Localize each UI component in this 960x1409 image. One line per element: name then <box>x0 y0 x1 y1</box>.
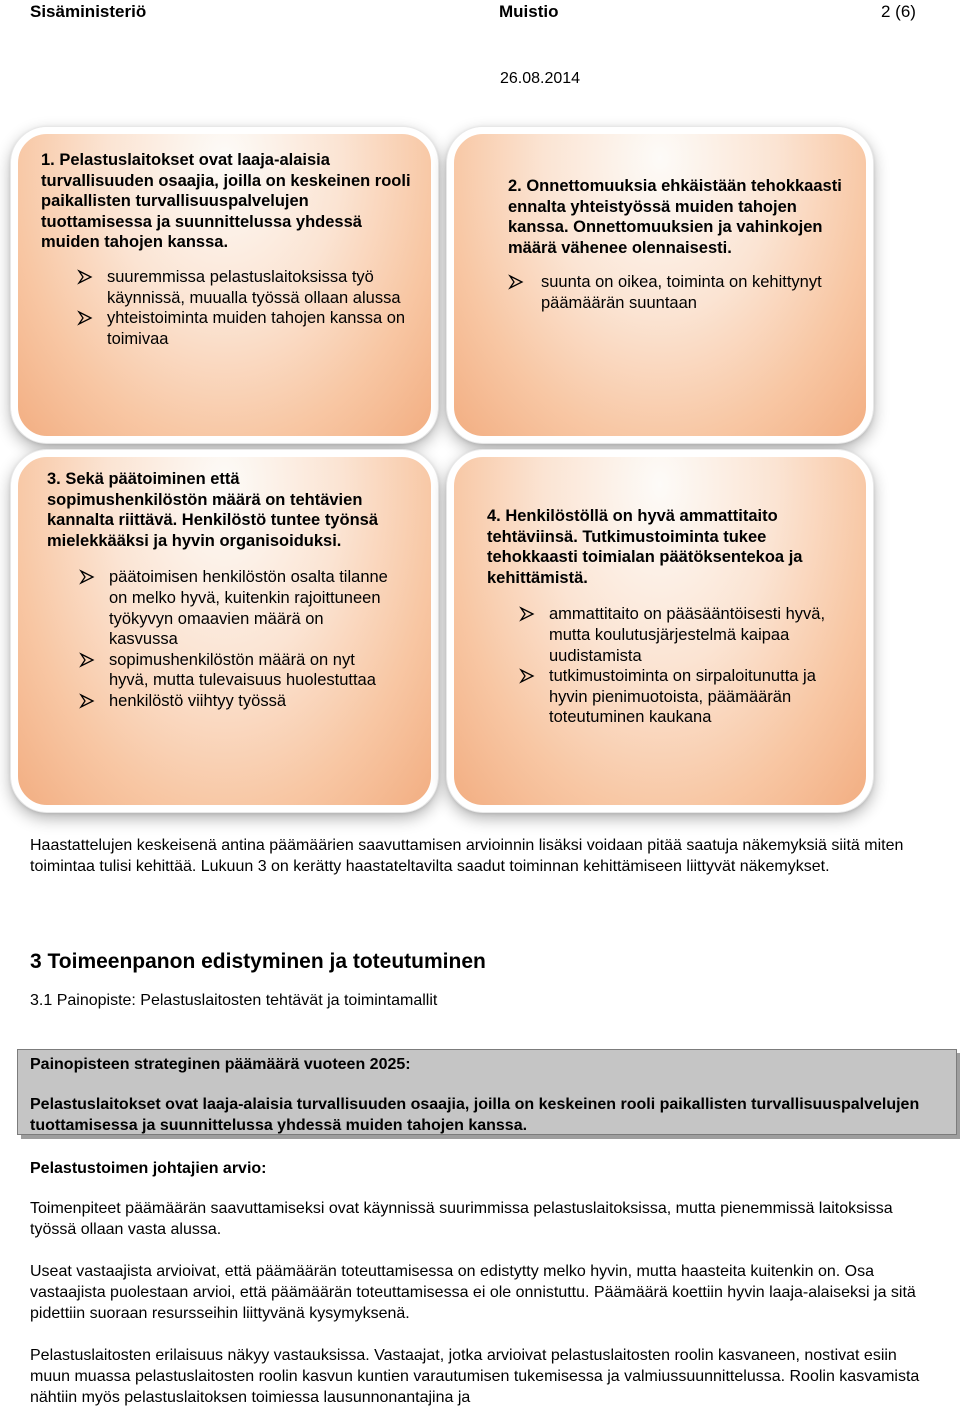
header-page-number: 2 (6) <box>881 2 916 21</box>
paragraph-2: Useat vastaajista arvioivat, että päämäärän toteuttamisessa on edistytty melko hyvin, mutta haasteita kuitenkin on. Osa vastaajista puolestaan arvioi, että päämäärän toteuttamisessa ei ole onnistuttu. Päämäärä koettiin hyvin laaja-alaiseksi ja sitä pidettiin suoraan resursseihin liittyvänä kysymyksenä. <box>30 1263 916 1322</box>
card-4-title: 4. Henkilöstöllä on hyvä ammattitaito tehtäviinsä. Tutkimustoiminta tukee tehokkaasti toimialan päätöksentekoa ja kehittämistä. <box>487 507 803 587</box>
subsection-heading: 3.1 Painopiste: Pelastuslaitosten tehtävät ja toimintamallit <box>30 992 438 1009</box>
list-item <box>77 267 421 308</box>
arrowhead-bullet-icon <box>79 569 95 585</box>
bullet-text: sopimushenkilöstön määrä on nyt hyvä, mutta tulevaisuus huolestuttaa <box>109 650 376 690</box>
arrowhead-bullet-icon <box>77 310 93 326</box>
card-4-content <box>487 506 842 728</box>
card-2-title: 2. Onnettomuuksia ehkäistään tehokkaasti ennalta yhteistyössä muiden tahojen kanssa. Onnettomuuksien ja vahinkojen määrä vähenee olennaisesti. <box>508 177 842 257</box>
bullet-text: henkilöstö viihtyy työssä <box>109 691 286 710</box>
bullet-text: yhteistoiminta muiden tahojen kanssa on toimivaa <box>107 309 406 348</box>
paragraph-1: Toimenpiteet päämäärän saavuttamiseksi ovat käynnissä suurimmissa pelastuslaitoksissa, mutta pienemmissä laitoksissa työssä ollaan vasta alussa. <box>30 1200 893 1238</box>
assessment-label: Pelastustoimen johtajien arvio: <box>30 1160 267 1177</box>
intro-paragraph: Haastattelujen keskeisenä antina päämäärien saavuttamisen arvioinnin lisäksi voidaan pitää saatuja näkemyksiä siitä miten toimintaa tulisi kehittää. Lukuun 3 on kerätty haastateltavilta saadut toiminnan kehittämiseen liittyvät näkemykset. <box>30 837 904 875</box>
section-heading: 3 Toimeenpanon edistyminen ja toteutuminen <box>30 950 486 973</box>
card-3-bullets <box>79 567 392 711</box>
card-1-bullets <box>77 267 421 349</box>
arrowhead-bullet-icon <box>77 269 93 285</box>
goal-box-label: Painopisteen strateginen päämäärä vuoteen 2025: <box>30 1056 411 1073</box>
bullet-text: ammattitaito on pääsääntöisesti hyvä, mutta koulutusjärjestelmä kaipaa uudistamista <box>549 605 826 665</box>
card-3-title: 3. Sekä päätoiminen että sopimushenkilöstön määrä on tehtävien kannalta riittävä. Henkilöstö tuntee työnsä mielekkääksi ja hyvin organisoiduksi. <box>47 470 378 550</box>
card-2-content <box>508 176 853 314</box>
card-3-content <box>47 469 392 712</box>
list-item <box>519 604 842 666</box>
bullet-text: suunta on oikea, toiminta on kehittynyt päämäärän suuntaan <box>541 273 822 312</box>
arrowhead-bullet-icon <box>508 274 524 290</box>
list-item <box>79 691 392 712</box>
bullet-text: päätoimisen henkilöstön osalta tilanne on melko hyvä, kuitenkin rajoittuneen työkyvyn omaavien määrä on kasvussa <box>109 568 388 649</box>
list-item <box>519 666 842 728</box>
bullet-text: suuremmissa pelastuslaitoksissa työ käynnissä, muualla työssä ollaan alussa <box>107 267 401 307</box>
paragraph-3: Pelastuslaitosten erilaisuus näkyy vastauksissa. Vastaajat, jotka arvioivat pelastuslaitosten roolin kasvaneen, nostivat esiin muun muassa pelastuslaitosten roolin kasvun kuntien varautumisen tukemisessa ja valmiussuunnittelussa. Roolin kasvamista nähtiin myös pelastuslaitoksen toimiessa lausunnonantajina ja <box>30 1347 920 1406</box>
card-1-title: 1. Pelastuslaitokset ovat laaja-alaisia turvallisuuden osaajia, joilla on keskeinen rooli paikallisten turvallisuuspalvelujen tuottamisessa ja suunnittelussa yhdessä muiden tahojen kanssa. <box>41 151 411 252</box>
list-item <box>508 272 853 313</box>
card-1-content <box>41 150 421 349</box>
goal-box-text: Pelastuslaitokset ovat laaja-alaisia turvallisuuden osaajia, joilla on keskeinen rooli paikallisten turvallisuuspalvelujen tuottamisessa ja suunnittelussa yhdessä muiden tahojen kanssa. <box>30 1096 920 1134</box>
header-org: Sisäministeriö <box>30 2 147 21</box>
bullet-text: tutkimustoiminta on sirpaloitunutta ja hyvin pienimuotoista, päämäärän toteutuminen kaukana <box>549 667 816 727</box>
card-2-bullets <box>508 272 853 313</box>
strategic-goal-box <box>17 1049 957 1135</box>
header-date: 26.08.2014 <box>500 70 581 87</box>
arrowhead-bullet-icon <box>519 668 535 684</box>
arrowhead-bullet-icon <box>519 606 535 622</box>
header-doc-type: Muistio <box>499 2 559 21</box>
arrowhead-bullet-icon <box>79 652 95 668</box>
arrowhead-bullet-icon <box>79 693 95 709</box>
list-item <box>79 567 392 649</box>
list-item <box>79 650 392 691</box>
list-item <box>77 308 421 349</box>
card-4-bullets <box>519 604 842 728</box>
